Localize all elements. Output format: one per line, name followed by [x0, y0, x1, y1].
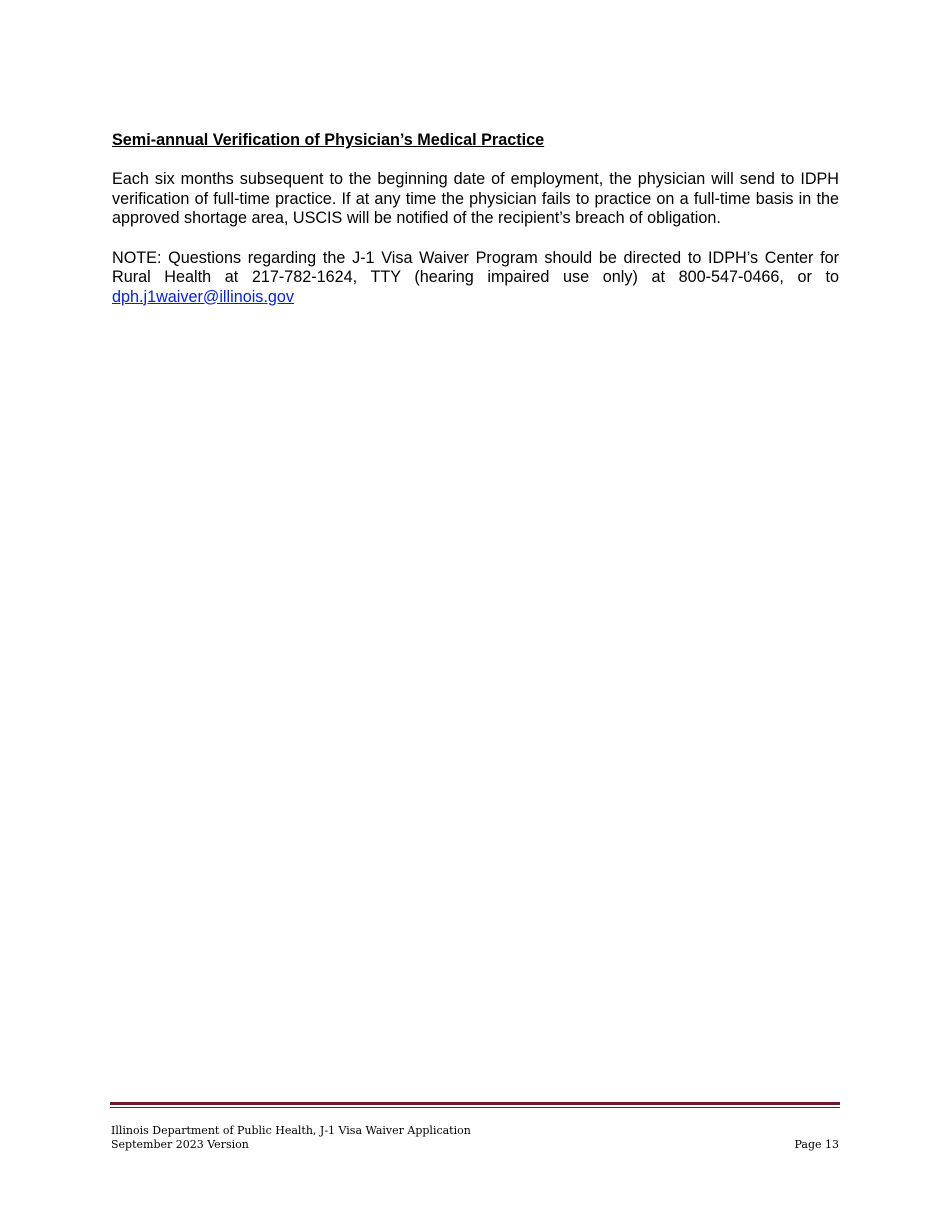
footer-organization: Illinois Department of Public Health, J-1 Visa Waiver Application [111, 1124, 471, 1137]
footer-info [111, 1124, 471, 1152]
verification-paragraph: Each six months subsequent to the beginning date of employment, the physician will send to IDPH verification of full-time practice. If at any time the physician fails to practice on a full-time basis in the approved shortage area, USCIS will be notified of the recipient’s breach of obligation. [112, 170, 839, 227]
footer-version: September 2023 Version [111, 1138, 249, 1151]
page-number: Page 13 [794, 1138, 839, 1151]
footer-divider-thick [110, 1102, 840, 1105]
email-link[interactable]: dph.j1waiver@illinois.gov [112, 287, 294, 306]
main-content [112, 130, 839, 327]
page-footer [111, 1124, 839, 1152]
note-text: NOTE: Questions regarding the J-1 Visa Waiver Program should be directed to IDPH’s Center for Rural Health at 217-782-1624, TTY (hearing impaired use only) at 800-547-0466, or to [112, 248, 839, 286]
note-paragraph [112, 249, 839, 308]
footer-divider-thin [110, 1107, 840, 1108]
section-heading: Semi-annual Verification of Physician’s Medical Practice [112, 131, 545, 149]
